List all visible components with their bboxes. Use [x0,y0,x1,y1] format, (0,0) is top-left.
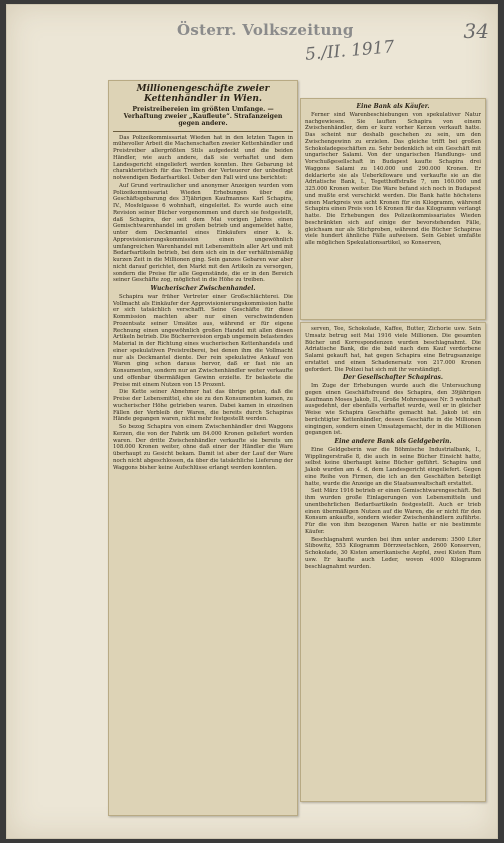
article-paragraph: Seit März 1916 betrieb er einen Gemischtwarengeschäft. Bei ihm wurden große Einlagerungen von Lebensmitteln und unentbehrlichen Bedarfsartikeln festgestellt. Auch er trieb einen übermäßigen Nutzen auf die Waren, die er nicht für den Konsum ankaufte, sondern wieder Zwischenhändlern zuführte. Für die von ihm bezogenen Waren hatte er nie bestimmte Käufer. [305,488,481,535]
article-subheadline: Preistreibereien im größten Umfange. — Verhaftung zweier „Kaufleute“. Strafanzeigen gegen andere. [123,106,283,128]
article-paragraph: serven, Tee, Schokolade, Kaffee, Butter, Zichorie usw. Sein Umsatz betrug seit Mai 1916 viele Millionen. Die gesamten Bücher und Korrespondenzen wurden beschlagnahmt. Die Adriatische Bank, die die bald nach dem Kauf verdorbene Salami gekauft hat, hat gegen Schapira eine Betrugsanzeige erstattet und einen Schadenersatz von 217.000 Kronen gefordert. Die Polizei hat sich mit ihr verständigt. [305,326,481,373]
handwritten-date: 5./II. 1917 [304,37,396,65]
article-paragraph: Das Polizeikommissariat Wieden hat in den letzten Tagen in mühevoller Arbeit die Machenschaften zweier Kettenhändler und Preistreiber allergrößten Stils aufgedeckt und die beiden Händler, wie auch andere, daß sie verhaftet und dem Landesgericht eingeliefert werden konnten. Ihre Gebarung ist charakteristisch für das Treiben der Verteuerer der unbedingt notwendigen Bedarfsartikel. Ueber den Fall wird uns berichtet: [113,134,293,182]
article-paragraph: Die Kette seiner Abnehmer hat das übrige getan, daß die Preise der Lebensmittel, ehe sie zu den Konsumenten kamen, zu wucherischer Höhe getrieben waren. Dabei kamen in einzelnen Fällen der Verbleib der Waren, die bereits durch Schapiras Hände gegangen waren, nicht mehr festgestellt werden. [113,389,293,423]
article-paragraph: Im Zuge der Erhebungen wurde auch die Untersuchung gegen einen Geschäftsfreund des Schapira, den 39jährigen Kaufmann Moses Jakob, II., Große Mohrengasse Nr. 5 wohnhaft ausgedehnt, der ebenfalls verhaftet wurde, weil er in gleicher Weise wie Schapira Geschäfte gemacht hat. Jakob ist ein berüchtigter Kettenhändler, dessen Geschäfte in die Millionen eingingen, sondern einen Umsatzgemacht, der in die Millionen gegangen ist. [305,383,481,437]
article-paragraph: Auf Grund vertraulicher und anonymer Anzeigen wurden vom Polizeikommissariat Wieden Erhebungen über die Geschäftsgebarung des 37jährigen Kaufmannes Karl Schapira, IV., Mosfelgasse 6 wohnhaft, eingeleitet. Es wurde auch eine Revision seiner Bücher vorgenommen und durch sie festgestellt, daß Schapira, der seit dem Mai vorigen Jahres einen Gemischtwarenhandel im großen betrieb und angemeldet hatte, unter dem Deckmantel eines Einkäufers einer k. k. Approvisionierungskommission einen ungewöhnlich umfangreichen Warenhandel mit Lebensmitteln aller Art und mit Bedarfsartikeln betrieb, bei dem sich ein in der verhältnismäßig kurzen Zeit in die Millionen ging. Sein ganzes Gebaren war aber nicht darauf gerichtet, den Markt mit den Artikeln zu versorgen, sondern die Preise für alle Gegenstände, die er in den Bereich seiner Geschäfte zog, möglichst in die Höhe zu treiben. [113,182,293,284]
article-paragraph: Beschlagnahmt wurden bei ihm unter anderem: 3500 Liter Slibowitz, 553 Kilogramm Dörrzwetschken, 2600 Konserven, Schokolade, 30 Kisten amerikanische Aepfel, zwei Kisten Rum usw. Er kaufte auch Leder, wovon 4000 Kilogramm beschlagnahmt wurden. [305,536,481,570]
article-paragraph: So bezog Schapira von einem Zwischenhändler drei Waggons Kerzen, die von der Fabrik um 84.000 Kronen geliefert worden waren. Der dritte Zwischenhändler verkaufte sie bereits um 108.000 Kronen weiter, ohne daß einer der Händler die Ware überhaupt zu Gesicht bekam. Damit ist aber der Lauf der Ware noch nicht abgeschlossen, da über die tatsächliche Lieferung der Waggons bisher keine Aufschlüsse erlangt werden konnten. [113,424,293,471]
article-clipping-right-top [300,98,486,320]
article-clipping-left [108,80,298,816]
section-heading: Der Gesellschafter Schapiras. [343,374,443,382]
divider [113,131,293,132]
section-heading: Eine Bank als Käufer. [356,103,430,110]
newspaper-masthead: Österr. Volkszeitung [177,21,354,39]
article-headline: Millionengeschäfte zweier Kettenhändler in Wien. [136,84,270,104]
article-paragraph: Schapira war früher Vertreter einer Großschlächterei. Die Vollmacht als Einkäufer der Approvisionierungskommission hatte er sich tatsächlich verschafft. Seine Geschäfte für diese Kommission machten aber nur einen verschwindenden Prozentsatz seiner Umsätze aus, während er für eigene Rechnung einen ungewöhnlich großen Handel mit allen diesen Artikeln betrieb. Die Bücherrevision ergab ungemein belastendes Material in der Richtung eines wucherischen Kettenhandels und einer spekulativen Preistreiberei, bei denen ihm die Vollmacht nur als Deckmantel diente. Der rein spekulative Ankauf von Waren ging schon daraus hervor, daß er fast nie an Konsumenten, sondern nur an Zwischenhändler weiter verkaufte und offenbar übermäßigen Gewinn erzielte. Er belastete die Preise mit einem Nutzen von 15 Prozent. [113,293,293,388]
section-heading: Eine andere Bank als Geldgeberin. [334,438,452,445]
section-heading: Wucherischer Zwischenhandel. [150,285,256,293]
article-clipping-right-bottom [300,322,486,802]
article-paragraph: Eine Geldgeberin war die Böhmische Industrialbank, I., Wipplingerstraße 8, die auch in seine Bücher Einsicht hatte, selbst keine überhaupt keine Bücher geführt. Schapira und Jakob wurden am 4. d. dem Landesgericht eingeliefert. Gegen eine Reihe von Firmen, die ich an den Geschäften beteiligt hatte, wurde die Anzeige an die Staatsanwaltschaft erstattet. [305,446,481,487]
article-paragraph: Ferner sind Warenbeschiebungen von spekulativer Natur nachgewiesen. Sie lauften Schapira von einem Zwischenhändler, dem er kurz vorher Kerzen verkauft hatte. Das scheint nur deshalb geschehen zu sein, um den Zwischengewinn zu erzielen. Das gleiche trifft bei großen Schokoladegeschäften zu. Sehr bedenklich ist ein Geschäft mit ungarischer Salami. Von der ungarischen Handlungs- und Vorschußgesellschaft in Budapest kaufte Schapira drei Waggons Salami zu 140.000 und 290.000 Kronen. Er deklarierte sie als Ueberkiloware und verkaufte sie an die Adriatische Bank, I., Tegetthoffstraße 7, um 160.000 und 325.000 Kronen weiter. Die Ware befand sich noch in Budapest und mußte erst verschickt werden. Die Bank hatte höchstens einen Markpreis von acht Kronen für ein Kilogramm, während Schapira einen Preis von 16 Kronen für das Kilogramm verlangt hatte. Die Erhebungen des Polizeikommissariates Wieden beschränkten sich auf einige der bevorstehenden Fälle, gleichsam nur als Stichproben, während die Bücher Schapiras viele hundert ähnliche Fälle aufweisen. Sein Gebiet umfaßte alle möglichen Spekulationsartikel, so Konserven, [305,111,481,246]
handwritten-page-number: 34 [463,19,489,43]
